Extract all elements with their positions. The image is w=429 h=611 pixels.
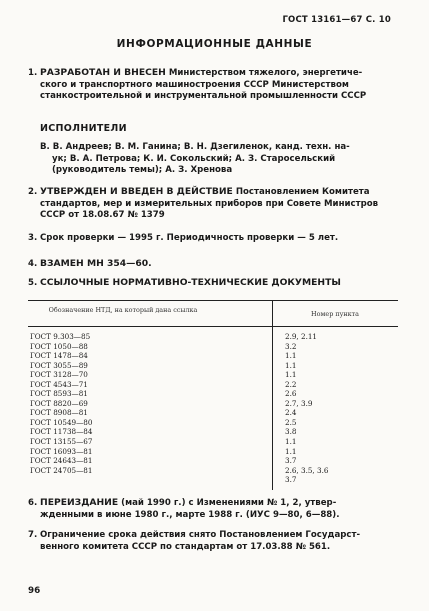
table-cell-ref: 2.6, 3.5, 3.6	[285, 465, 329, 475]
item-label: ПЕРЕИЗДАНИЕ	[40, 497, 119, 508]
table-cell-ref: 1.1	[285, 437, 297, 447]
table-col-header-doc: Обозначение НТД, на который дана ссылка	[48, 306, 198, 314]
item-text-cont: венного комитета СССР по стандартам от 17.03.88 № 561.	[40, 541, 331, 552]
table-cell-ref: 2.9, 2.11	[285, 332, 318, 341]
table-row	[30, 465, 329, 476]
table-cell-ref: 2.5	[285, 417, 297, 427]
table-cell-ref: 2.2	[285, 379, 297, 389]
item-label: РАЗРАБОТАН И ВНЕСЕН	[40, 67, 166, 78]
table-row	[30, 360, 297, 371]
item-references	[28, 277, 396, 290]
item-number: 6.	[28, 498, 38, 508]
table-cell-doc: ГОСТ 3128—70	[30, 370, 88, 380]
table-row	[30, 351, 297, 361]
executors-line: В. В. Андреев; В. М. Ганина; В. Н. Дзегиленок, канд. техн. на-	[40, 142, 350, 152]
table-cell-ref: 2.4	[285, 408, 297, 418]
table-cell-ref: 3.7	[285, 475, 297, 485]
table-cell-doc: ГОСТ 11738—84	[30, 427, 93, 437]
table-row	[30, 389, 297, 399]
table-cell-doc: ГОСТ 8908—81	[30, 408, 88, 418]
item-number: 2.	[28, 187, 38, 197]
item-number: 5.	[28, 278, 38, 288]
table-cell-doc: ГОСТ 10549—80	[30, 417, 93, 427]
table-column-divider	[272, 300, 273, 490]
item-reissue	[28, 497, 396, 521]
table-row	[30, 446, 297, 457]
table-top-border	[28, 300, 398, 301]
table-header-divider	[28, 326, 398, 327]
item-number: 7.	[28, 530, 38, 540]
table-cell-ref: 3.2	[285, 341, 297, 351]
table-cell-doc: ГОСТ 8593—81	[30, 389, 88, 399]
executors-heading: ИСПОЛНИТЕЛИ	[40, 123, 127, 134]
table-cell-ref: 2.7, 3.9	[285, 398, 313, 408]
item-text: Срок проверки — 1995 г. Периодичность проверки — 5 лет.	[40, 233, 339, 243]
item-number: 3.	[28, 233, 38, 243]
table-cell-doc: ГОСТ 13155—67	[30, 437, 93, 447]
table-cell-doc: ГОСТ 16093—81	[30, 446, 93, 456]
item-text: Министерством тяжелого, энергетиче-	[168, 68, 363, 78]
table-row	[30, 370, 297, 380]
table-cell-doc: ГОСТ 24643—81	[30, 456, 93, 466]
item-number: 1.	[28, 68, 38, 78]
table-row	[30, 408, 297, 418]
item-validity	[28, 530, 396, 553]
item-text: ВЗАМЕН МН 354—60.	[40, 258, 152, 269]
item-text: ССЫЛОЧНЫЕ НОРМАТИВНО-ТЕХНИЧЕСКИЕ ДОКУМЕНТЫ	[40, 277, 341, 288]
table-cell-doc: ГОСТ 1478—84	[30, 351, 88, 361]
table-cell-ref: 1.1	[285, 351, 297, 361]
item-developed-by	[28, 67, 396, 103]
item-number: 4.	[28, 259, 38, 269]
reference-table-body	[30, 332, 329, 485]
table-row	[30, 341, 297, 352]
page-number: 96	[28, 586, 41, 596]
item-approved	[28, 186, 396, 222]
item-text: Постановлением Комитета	[235, 187, 370, 197]
executors-list	[40, 142, 396, 177]
executors-cont: ук; В. А. Петрова; К. И. Сокольский; А. З. Старосельский (руководитель темы); А. З. Хренова	[52, 153, 336, 176]
item-text-cont: стандартов, мер и измерительных приборов при Совете Министров СССР от 18.08.67 № 1379	[40, 198, 379, 221]
table-cell-doc: ГОСТ 3055—89	[30, 360, 88, 370]
table-cell-ref: 1.1	[285, 360, 297, 370]
page-header: ГОСТ 13161—67 С. 10	[282, 15, 391, 25]
table-row	[30, 427, 297, 437]
table-cell-doc: ГОСТ 9.303—85	[30, 332, 91, 341]
table-row	[30, 398, 313, 409]
table-cell-ref: 3.8	[285, 427, 297, 437]
item-text-cont: ского и транспортного машиностроения СССР Министерством станкостроительной и инструментальной промышленности СССР	[40, 79, 367, 102]
item-label: УТВЕРЖДЕН И ВВЕДЕН В ДЕЙСТВИЕ	[40, 186, 233, 197]
table-col-header-ref: Номер пункта	[311, 310, 359, 318]
page-title: ИНФОРМАЦИОННЫЕ ДАННЫЕ	[116, 38, 313, 50]
item-text: Ограничение срока действия снято Постановлением Государст-	[40, 530, 361, 540]
table-row	[30, 456, 297, 466]
table-row	[30, 417, 297, 428]
item-review-period	[28, 233, 396, 245]
table-row	[30, 332, 318, 342]
table-row	[30, 379, 297, 390]
table-cell-ref: 1.1	[285, 446, 297, 456]
table-cell-doc: ГОСТ 1050—88	[30, 341, 88, 351]
table-cell-doc: ГОСТ 8820—69	[30, 398, 88, 408]
item-replaces	[28, 258, 396, 271]
table-cell-ref: 2.6	[285, 389, 297, 399]
table-cell-ref: 3.7	[285, 456, 297, 466]
table-row	[30, 475, 297, 485]
table-cell-ref: 1.1	[285, 370, 297, 380]
item-text: (май 1990 г.) с Изменениями № 1, 2, утвер-	[121, 498, 337, 508]
item-text-cont: жденными в июне 1980 г., марте 1988 г. (ИУС 9—80, 6—88).	[40, 509, 340, 520]
table-cell-doc: ГОСТ 24705—81	[30, 465, 93, 475]
table-row	[30, 437, 297, 447]
table-cell-doc: ГОСТ 4543—71	[30, 379, 88, 389]
